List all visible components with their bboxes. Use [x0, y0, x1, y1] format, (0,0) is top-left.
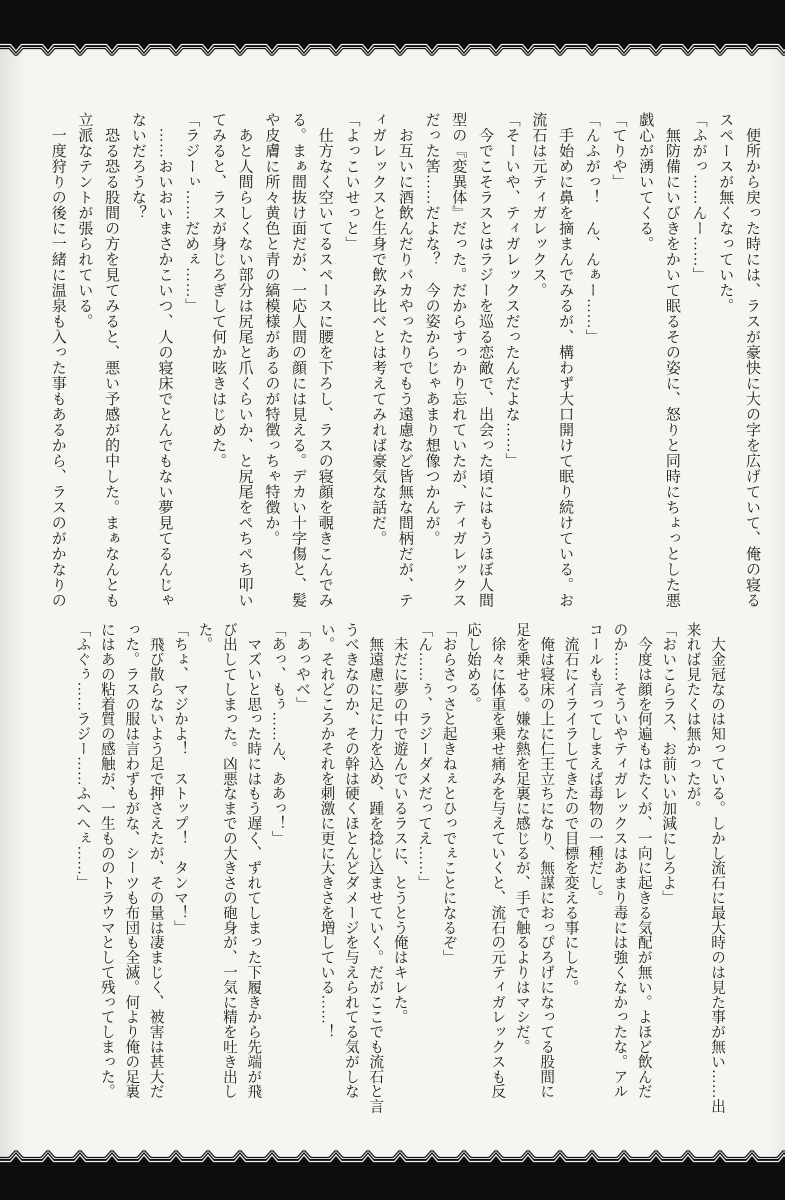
- text-column: うべきなのか、その幹は硬くほとんどダメージを与えられてる気がしな: [342, 622, 359, 1099]
- text-column: 無遠慮に足に力を込め、踵を捻じ込ませていく。だがここでも流石と言: [367, 622, 384, 1114]
- text-column: 「ラジーぃ……だめぇ……」: [183, 112, 200, 314]
- text-column: 「そーいや、ティガレックスだったんだよな……」: [503, 112, 520, 469]
- text-column: った。ラスの服は言わずもがな、シーツも布団も全滅。何より俺の足裏: [123, 622, 140, 1099]
- text-column: 「よっこいせっと」: [343, 112, 360, 252]
- text-column: 応し始める。: [464, 622, 481, 712]
- text-column: 「あっ、もぅ……ん、ああっ！」: [269, 622, 286, 846]
- text-column: マズいと思った時にはもう遅く、ずれてしまった下履きから先端が飛: [245, 622, 262, 1099]
- text-column: 「んふがっ！ ん、んぁー……」: [583, 112, 600, 345]
- text-column: 恐る恐る股間の方を見てみると、悪い予感が的中した。まぁなんとも: [103, 112, 120, 608]
- text-column: 手始めに鼻を摘まんでみるが、構わず大口開けて眠り続けている。お: [557, 112, 574, 608]
- text-column: スペースが無くなっていた。: [717, 112, 734, 314]
- text-column: 無防備にいびきをかいて眠るその姿に、怒りと同時にちょっとした悪: [663, 112, 680, 608]
- text-column: お互いに酒飲んだりバカやったりでもう遠慮など皆無な間柄だが、テ: [396, 112, 413, 608]
- text-column: 大金冠なのは知っている。しかし流石に最大時のは見た事が無い……出: [709, 622, 725, 1114]
- text-column: 「おらさっさと起きねぇとひっでぇことになるぞ」: [440, 622, 457, 965]
- text-column: 流石は元ティガレックス。: [530, 112, 547, 298]
- decorative-border-bottom: [0, 1164, 785, 1200]
- text-column: 飛び散らないよう足で押さえたが、その量は凄まじく、被害は甚大だ: [147, 622, 164, 1099]
- text-column: た。: [196, 622, 213, 652]
- text-column: 俺は寝床の上に仁王立ちになり、無謀におっぴろげになってる股間に: [538, 622, 555, 1099]
- text-block-bottom: [69, 622, 729, 1122]
- text-column: だった筈……だよな？ 今の姿からじゃあまり想像つかんが。: [423, 112, 440, 546]
- text-column: 仕方なく空いてるスペースに腰を下ろし、ラスの寝顔を覗きこんでみ: [316, 112, 333, 608]
- text-column: にはあの粘着質の感触が、一生もののトラウマとして残ってしまった。: [98, 622, 115, 1099]
- text-column: 「ふがっ……んー……」: [690, 112, 707, 283]
- text-column: 「ふぐぅ……ラジー……ふへへぇ……」: [74, 622, 91, 891]
- decorative-border-top: [0, 0, 785, 42]
- text-column: 未だに夢の中で遊んでいるラスに、とうとう俺はキレた。: [391, 622, 408, 1025]
- text-column: あと人間らしくない部分は尻尾と爪くらいか、と尻尾をぺちぺち叩い: [236, 112, 253, 608]
- text-column: ィガレックスと生身で飲み比べとは考えてみれば豪気な話だ。: [370, 112, 387, 546]
- text-column: 来れば見たくは無かったが。: [684, 622, 701, 816]
- text-column: る。まぁ間抜け面だが、一応人間の顔には見える。デカい十字傷と、髪: [290, 112, 307, 608]
- text-column: 型の『変異体』だった。だからすっかり忘れていたが、ティガレックス: [450, 112, 467, 608]
- text-column: てみると、ラスが身じろぎして何か呟きはじめた。: [209, 112, 226, 469]
- text-column: 「ん……ぅ、ラジーダメだってえ……」: [416, 622, 433, 891]
- text-column: い。それどころかそれを刺激に更に大きさを増している……！: [318, 622, 335, 1040]
- text-column: ……おいおいまさかこいつ、人の寝床でとんでもない夢見てるんじゃ: [156, 112, 173, 608]
- lace-edge-bottom-icon: [0, 1150, 785, 1164]
- text-column: 今度は顔を何遍もはたくが、一向に起きる気配が無い。よほど飲んだ: [635, 622, 652, 1099]
- text-column: 徐々に体重を乗せ痛みを与えていくと、流石の元ティガレックスも反: [489, 622, 506, 1099]
- text-column: 「ちょ、マジかよ！ ストップ！ タンマ！」: [172, 622, 189, 935]
- text-column: 便所から戻った時には、ラスが豪快に大の字を広げていて、俺の寝る: [744, 112, 760, 608]
- lace-edge-top-icon: [0, 42, 785, 56]
- text-column: 一度狩りの後に一緒に温泉も入った事もあるから、ラスのがかなりの: [49, 112, 66, 608]
- text-column: 戯心が湧いてくる。: [637, 112, 654, 252]
- text-column: 流石にイライラしてきたので目標を変える事にした。: [562, 622, 579, 995]
- text-column: 足を乗せる。嫌な熱を足裏に感じるが、手で触るよりはマシだ。: [513, 622, 530, 1055]
- text-column: のか……そういやティガレックスはあまり毒には強くなかったな。アル: [611, 622, 628, 1099]
- text-column: ないだろうな？: [129, 112, 146, 221]
- text-column: び出してしまった。凶悪なまでの大きさの砲身が、一気に精を吐き出し: [220, 622, 237, 1099]
- text-column: 「おいこらラス、お前いい加減にしろよ」: [660, 622, 677, 906]
- text-column: や皮膚に所々黄色と青の縞模様があるのが特徴っちゃ特徴か。: [263, 112, 280, 546]
- text-column: コールも言ってしまえば毒物の一種だし。: [586, 622, 603, 906]
- text-column: 「てりや」: [610, 112, 627, 190]
- text-column: 立派なテントが張られている。: [76, 112, 93, 329]
- text-column: 今でこそラスとはラジーを巡る恋敵で、出会った頃にはもうほぼ人間: [476, 112, 493, 608]
- text-column: 「あっやべ」: [294, 622, 311, 712]
- text-block-top: [43, 112, 765, 612]
